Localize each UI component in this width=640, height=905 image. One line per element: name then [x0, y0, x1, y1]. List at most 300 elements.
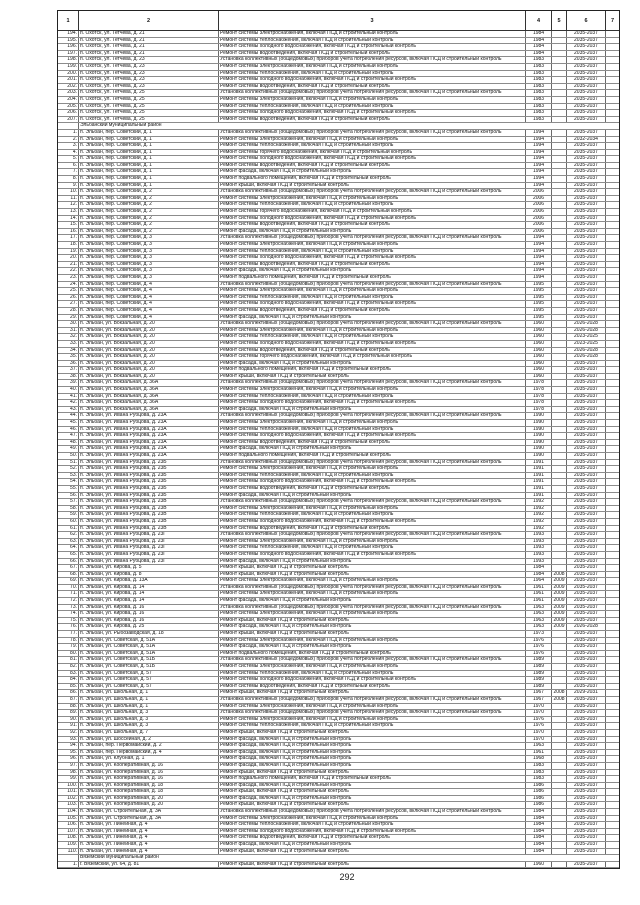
cell-build-year: 1967 [526, 690, 552, 696]
cell-planned-period: 2035-2037 [567, 605, 606, 611]
cell-last-repair-year [552, 268, 567, 274]
cell-number: 89. [58, 710, 79, 716]
cell-build-year: 1963 [526, 743, 552, 749]
cell-planned-period: 2035-2037 [567, 262, 606, 268]
cell-address: п. Эльбан, ул. Кирова, д. 16 [79, 611, 219, 617]
table-row [58, 97, 619, 104]
table-row [58, 189, 619, 196]
cell-work-type: Ремонт системы холодного водоснабжения, включая ПСД и строительный контроль [219, 44, 526, 50]
cell-build-year: 1976 [526, 651, 552, 657]
cell-address: п. Эльбан, ул. Школьная, д. 1 [79, 697, 219, 703]
cell-number: 51. [58, 460, 79, 466]
cell-number: 105. [58, 816, 79, 822]
cell-build-year: 2006 [526, 196, 552, 202]
table-row [58, 756, 619, 763]
cell-build-year: 1989 [526, 657, 552, 663]
cell-build-year: 1989 [526, 664, 552, 670]
cell-number: 101. [58, 789, 79, 795]
cell-build-year: 1983 [526, 90, 552, 96]
cell-planned-period: 2026-2028 [567, 348, 606, 354]
cell-planned-period: 2035-2037 [567, 512, 606, 518]
cell-last-repair-year [552, 308, 567, 314]
cell-number: 32. [58, 334, 79, 340]
cell-number: 197. [58, 51, 79, 57]
cell-build-year: 1978 [526, 380, 552, 386]
cell-address: п. Эльбан, ул. Ивана Рубцова, д. 23Б [79, 486, 219, 492]
cell-build-year: 2006 [526, 209, 552, 215]
cell-work-type: Установка коллективных (общедомовых) приборов учета потребления ресурсов, включая ПСД и строительный контроль [219, 90, 526, 96]
cell-build-year: 1994 [526, 242, 552, 248]
cell-note [606, 130, 619, 136]
cell-last-repair-year [552, 750, 567, 756]
cell-address: п. Эльбан, ул. Ивана Рубцова, д. 23Б [79, 493, 219, 499]
cell-address: п. Эльбан, ул. Ивана Рубцова, д. 23А [79, 433, 219, 439]
table-row [58, 209, 619, 216]
cell-address: п. Эльбан, ул. Кирова, д. 16 [79, 618, 219, 624]
cell-note [606, 202, 619, 208]
cell-note [606, 446, 619, 452]
cell-address: п. Эльбан, ул. Строительная, д. 3А [79, 809, 219, 815]
cell-work-type: Ремонт системы теплоснабжения, включая ПСД и строительный контроль [219, 202, 526, 208]
cell-planned-period: 2035-2037 [567, 308, 606, 314]
cell-work-type: Ремонт крыши, включая ПСД и строительный контроль [219, 631, 526, 637]
cell-planned-period: 2026-2028 [567, 354, 606, 360]
cell-last-repair-year [552, 64, 567, 70]
cell-planned-period: 2035-2037 [567, 723, 606, 729]
header-col-build-year: 4 [526, 11, 552, 30]
cell-address: п. Охотск, ул. Тетчева, д. 23 [79, 64, 219, 70]
cell-build-year: 1984 [526, 816, 552, 822]
cell-build-year: 1964 [526, 578, 552, 584]
cell-last-repair-year [552, 348, 567, 354]
cell-last-repair-year [552, 84, 567, 90]
cell-note [606, 38, 619, 44]
cell-work-type: Ремонт системы электроснабжения, включая ПСД и строительный контроль [219, 638, 526, 644]
cell-number: 27. [58, 301, 79, 307]
cell-planned-period: 2035-2037 [567, 829, 606, 835]
cell-note [606, 512, 619, 518]
table-row [58, 51, 619, 58]
table-row [58, 156, 619, 163]
cell-last-repair-year [552, 512, 567, 518]
cell-number: 81. [58, 657, 79, 663]
cell-planned-period: 2035-2037 [567, 717, 606, 723]
cell-planned-period: 2035-2037 [567, 486, 606, 492]
cell-work-type: Ремонт фасада, включая ПСД и строительный контроль [219, 783, 526, 789]
cell-work-type: Установка коллективных (общедомовых) приборов учета потребления ресурсов, включая ПСД и строительный контроль [219, 657, 526, 663]
cell-last-repair-year [552, 433, 567, 439]
cell-address: п. Эльбан, ул. Школьная, д. 7 [79, 730, 219, 736]
cell-work-type: Ремонт системы электроснабжения, включая ПСД и строительный контроль [219, 466, 526, 472]
cell-last-repair-year: 2009 [552, 605, 567, 611]
cell-address: п. Эльбан, пер. Советский, д. 1 [79, 143, 219, 149]
cell-build-year: 1984 [526, 829, 552, 835]
cell-build-year: 1994 [526, 137, 552, 143]
cell-build-year: 2006 [526, 216, 552, 222]
table-row [58, 275, 619, 282]
cell-address: п. Охотск, ул. Тетчева, д. 21 [79, 31, 219, 37]
cell-address: п. Эльбан, ул. Строительная, д. 3А [79, 816, 219, 822]
table-row [58, 512, 619, 519]
cell-planned-period: 2035-2037 [567, 413, 606, 419]
cell-address: п. Эльбан, ул. Вокзальная, д. 20 [79, 361, 219, 367]
header-col-number: 1 [58, 11, 79, 30]
cell-work-type: Ремонт фасада, включая ПСД и строительный контроль [219, 446, 526, 452]
cell-address: п. Эльбан, ул. Кооперативная, д. 20 [79, 802, 219, 808]
cell-note [606, 242, 619, 248]
table-row [58, 618, 619, 625]
cell-number: 66. [58, 559, 79, 565]
cell-last-repair-year [552, 539, 567, 545]
cell-address: п. Эльбан, пер. Советский, д. 3 [79, 242, 219, 248]
cell-last-repair-year [552, 321, 567, 327]
cell-note [606, 44, 619, 50]
cell-number: 91. [58, 723, 79, 729]
cell-number: 104. [58, 809, 79, 815]
cell-build-year: 1963 [526, 618, 552, 624]
cell-work-type: Ремонт крыши, включая ПСД и строительный контроль [219, 565, 526, 571]
cell-planned-period: 2035-2037 [567, 618, 606, 624]
cell-address: п. Эльбан, ул. Линейная, д. 4 [79, 829, 219, 835]
table-row [58, 130, 619, 137]
cell-work-type: Ремонт системы холодного водоснабжения, включая ПСД и строительный контроль [219, 156, 526, 162]
cell-address: п. Эльбан, ул. Кирова, д. 14 [79, 585, 219, 591]
table-row [58, 743, 619, 750]
cell-last-repair-year [552, 763, 567, 769]
cell-work-type: Ремонт системы водоотведения, включая ПСД и строительный контроль [219, 262, 526, 268]
cell-number: 97. [58, 763, 79, 769]
cell-last-repair-year [552, 862, 567, 868]
table-row [58, 835, 619, 842]
cell-work-type: Ремонт фасада, включая ПСД и строительный контроль [219, 361, 526, 367]
cell-last-repair-year: 2008 [552, 572, 567, 578]
cell-planned-period: 2035-2037 [567, 143, 606, 149]
table-row [58, 249, 619, 256]
cell-work-type: Установка коллективных (общедомовых) приборов учета потребления ресурсов, включая ПСД и строительный контроль [219, 321, 526, 327]
cell-last-repair-year [552, 189, 567, 195]
cell-planned-period: 2035-2037 [567, 57, 606, 63]
cell-note [606, 321, 619, 327]
cell-planned-period: 2035-2037 [567, 169, 606, 175]
cell-build-year: 1994 [526, 169, 552, 175]
table-row [58, 196, 619, 203]
cell-build-year: 1973 [526, 631, 552, 637]
table-row [58, 532, 619, 539]
cell-work-type: Ремонт фасада, включая ПСД и строительный контроль [219, 743, 526, 749]
cell-note [606, 849, 619, 855]
cell-last-repair-year [552, 565, 567, 571]
table-row [58, 202, 619, 209]
cell-address: п. Эльбан, пер. Советский, д. 3 [79, 255, 219, 261]
cell-build-year: 1983 [526, 71, 552, 77]
cell-address: п. Охотск, ул. Тетчева, д. 23 [79, 71, 219, 77]
cell-work-type: Ремонт подвального помещения, включая ПСД и строительный контроль [219, 651, 526, 657]
cell-number: 206. [58, 110, 79, 116]
cell-work-type: Ремонт системы водоотведения, включая ПСД и строительный контроль [219, 835, 526, 841]
cell-number: 55. [58, 486, 79, 492]
cell-work-type: Ремонт системы холодного водоснабжения, включая ПСД и строительный контроль [219, 341, 526, 347]
cell-last-repair-year [552, 143, 567, 149]
cell-last-repair-year [552, 446, 567, 452]
cell-planned-period: 2035-2037 [567, 552, 606, 558]
cell-number: 96. [58, 756, 79, 762]
cell-work-type: Ремонт системы теплоснабжения, включая ПСД и строительный контроль [219, 427, 526, 433]
table-row [58, 657, 619, 664]
cell-work-type: Ремонт крыши, включая ПСД и строительный контроль [219, 802, 526, 808]
cell-build-year: 2006 [526, 202, 552, 208]
cell-number: 207. [58, 117, 79, 123]
cell-note [606, 341, 619, 347]
cell-note [606, 552, 619, 558]
cell-last-repair-year [552, 275, 567, 281]
cell-last-repair-year [552, 183, 567, 189]
cell-note [606, 427, 619, 433]
cell-last-repair-year [552, 413, 567, 419]
cell-planned-period: 2035-2037 [567, 822, 606, 828]
cell-last-repair-year [552, 559, 567, 565]
cell-last-repair-year: 2009 [552, 618, 567, 624]
cell-number: 26. [58, 295, 79, 301]
table-row [58, 288, 619, 295]
cell-number: 31. [58, 328, 79, 334]
table-row [58, 684, 619, 691]
table-row [58, 222, 619, 229]
cell-note [606, 229, 619, 235]
cell-address: п. Эльбан, ул. Кооперативная, д. 20 [79, 796, 219, 802]
cell-planned-period: 2035-2037 [567, 249, 606, 255]
cell-number: 100. [58, 783, 79, 789]
cell-note [606, 163, 619, 169]
header-col-address: 2 [79, 11, 219, 30]
cell-note [606, 57, 619, 63]
cell-note [606, 862, 619, 868]
table-row [58, 591, 619, 598]
cell-work-type: Ремонт системы холодного водоснабжения, включая ПСД и строительный контроль [219, 216, 526, 222]
cell-address: п. Эльбан, ул. Кооперативная, д. 16 [79, 763, 219, 769]
table-row [58, 723, 619, 730]
cell-last-repair-year [552, 117, 567, 123]
cell-last-repair-year [552, 255, 567, 261]
cell-number: 109. [58, 842, 79, 848]
table-row [58, 38, 619, 45]
cell-last-repair-year [552, 671, 567, 677]
cell-last-repair-year [552, 90, 567, 96]
cell-last-repair-year [552, 552, 567, 558]
cell-build-year: 1990 [526, 413, 552, 419]
table-row [58, 671, 619, 678]
cell-number: 85. [58, 684, 79, 690]
cell-work-type: Ремонт фасада, включая ПСД и строительный контроль [219, 407, 526, 413]
cell-build-year: 1992 [526, 512, 552, 518]
cell-last-repair-year [552, 479, 567, 485]
cell-work-type: Ремонт системы водоотведения, включая ПСД и строительный контроль [219, 348, 526, 354]
cell-planned-period: 2035-2037 [567, 802, 606, 808]
cell-address: п. Эльбан, пер. Советский, д. 4 [79, 288, 219, 294]
cell-planned-period: 2029-2031 [567, 690, 606, 696]
cell-address: п. Эльбан, пер. Первомайский, д. 4 [79, 750, 219, 756]
cell-note [606, 315, 619, 321]
table-row [58, 295, 619, 302]
cell-build-year: 1984 [526, 809, 552, 815]
cell-last-repair-year [552, 545, 567, 551]
cell-number: 58. [58, 506, 79, 512]
cell-work-type: Установка коллективных (общедомовых) приборов учета потребления ресурсов, включая ПСД и строительный контроль [219, 460, 526, 466]
cell-number: 40. [58, 387, 79, 393]
cell-work-type: Ремонт системы электроснабжения, включая ПСД и строительный контроль [219, 64, 526, 70]
cell-work-type: Ремонт системы водоотведения, включая ПСД и строительный контроль [219, 117, 526, 123]
cell-build-year: 1968 [526, 756, 552, 762]
cell-note [606, 816, 619, 822]
cell-work-type: Ремонт системы теплоснабжения, включая ПСД и строительный контроль [219, 249, 526, 255]
page-number: 292 [339, 872, 355, 882]
cell-work-type: Ремонт крыши, включая ПСД и строительный контроль [219, 862, 526, 868]
cell-last-repair-year [552, 756, 567, 762]
cell-note [606, 110, 619, 116]
cell-last-repair-year [552, 816, 567, 822]
cell-address: п. Эльбан, пер. Советский, д. 4 [79, 301, 219, 307]
table-row [58, 605, 619, 612]
cell-work-type: Ремонт системы теплоснабжения, включая ПСД и строительный контроль [219, 143, 526, 149]
cell-address: п. Эльбан, ул. Советская, д. 51А [79, 651, 219, 657]
cell-work-type: Ремонт системы холодного водоснабжения, включая ПСД и строительный контроль [219, 301, 526, 307]
table-row [58, 770, 619, 777]
table-row [58, 137, 619, 144]
cell-planned-period: 2035-2037 [567, 380, 606, 386]
cell-work-type: Ремонт системы водоотведения, включая ПСД и строительный контроль [219, 308, 526, 314]
table-row [58, 539, 619, 546]
cell-planned-period: 2035-2037 [567, 756, 606, 762]
table-row [58, 328, 619, 335]
cell-note [606, 295, 619, 301]
cell-build-year: 1983 [526, 770, 552, 776]
cell-note [606, 328, 619, 334]
cell-number: 36. [58, 361, 79, 367]
cell-address: п. Эльбан, ул. Кирова, д. 5 [79, 565, 219, 571]
cell-last-repair-year [552, 367, 567, 373]
cell-address: п. Эльбан, ул. Кирова, д. 8 [79, 572, 219, 578]
cell-work-type: Ремонт системы электроснабжения, включая ПСД и строительный контроль [219, 328, 526, 334]
cell-last-repair-year [552, 44, 567, 50]
cell-address: п. Эльбан, ул. Линейная, д. 4 [79, 835, 219, 841]
cell-work-type: Ремонт системы электроснабжения, включая ПСД и строительный контроль [219, 578, 526, 584]
table-row [58, 763, 619, 770]
cell-work-type: Ремонт системы водоотведения, включая ПСД и строительный контроль [219, 526, 526, 532]
cell-work-type: Ремонт системы холодного водоснабжения, включая ПСД и строительный контроль [219, 400, 526, 406]
cell-planned-period: 2035-2037 [567, 664, 606, 670]
table-row [58, 31, 619, 38]
cell-build-year: 1978 [526, 387, 552, 393]
cell-address: п. Эльбан, пер. Советский, д. 1 [79, 183, 219, 189]
cell-planned-period: 2035-2037 [567, 453, 606, 459]
cell-planned-period: 2035-2037 [567, 493, 606, 499]
cell-planned-period: 2035-2037 [567, 400, 606, 406]
cell-last-repair-year [552, 249, 567, 255]
cell-build-year: 1960 [526, 354, 552, 360]
table-row [58, 644, 619, 651]
cell-note [606, 809, 619, 815]
cell-number: 57. [58, 499, 79, 505]
cell-last-repair-year [552, 130, 567, 136]
header-col-note: 7 [610, 17, 615, 24]
cell-work-type: Ремонт подвального помещения, включая ПСД и строительный контроль [219, 776, 526, 782]
table-row [58, 862, 619, 869]
cell-build-year: 1983 [526, 64, 552, 70]
cell-last-repair-year [552, 315, 567, 321]
cell-work-type: Ремонт фасада, включая ПСД и строительный контроль [219, 756, 526, 762]
table-row [58, 585, 619, 592]
cell-last-repair-year [552, 796, 567, 802]
cell-note [606, 275, 619, 281]
cell-last-repair-year [552, 262, 567, 268]
cell-planned-period: 2026-2028 [567, 321, 606, 327]
cell-build-year: 1961 [526, 750, 552, 756]
cell-build-year: 1994 [526, 183, 552, 189]
cell-work-type: Установка коллективных (общедомовых) приборов учета потребления ресурсов, включая ПСД и строительный контроль [219, 809, 526, 815]
cell-last-repair-year [552, 380, 567, 386]
cell-planned-period: 2035-2037 [567, 783, 606, 789]
cell-last-repair-year [552, 57, 567, 63]
cell-number: 62. [58, 532, 79, 538]
capital-repair-table [57, 10, 620, 869]
cell-number: 28. [58, 308, 79, 314]
cell-note [606, 598, 619, 604]
cell-note [606, 407, 619, 413]
cell-planned-period: 2035-2037 [567, 104, 606, 110]
cell-address: п. Эльбан, ул. Ивана Рубцова, д. 23В [79, 519, 219, 525]
cell-build-year: 1978 [526, 407, 552, 413]
cell-last-repair-year [552, 288, 567, 294]
cell-last-repair-year [552, 38, 567, 44]
cell-note [606, 822, 619, 828]
cell-planned-period: 2035-2037 [567, 730, 606, 736]
cell-address: п. Эльбан, пер. Советский, д. 1 [79, 150, 219, 156]
cell-note [606, 690, 619, 696]
cell-planned-period: 2035-2037 [567, 275, 606, 281]
cell-note [606, 539, 619, 545]
cell-address: п. Охотск, ул. Тетчева, д. 21 [79, 44, 219, 50]
table-row [58, 460, 619, 467]
cell-address: п. Эльбан, пер. Советский, д. 2 [79, 196, 219, 202]
cell-build-year: 1976 [526, 638, 552, 644]
cell-last-repair-year [552, 71, 567, 77]
cell-planned-period: 2026-2028 [567, 328, 606, 334]
cell-last-repair-year [552, 493, 567, 499]
cell-address: п. Эльбан, ул. Ивана Рубцова, д. 23Б [79, 473, 219, 479]
cell-work-type: Ремонт системы холодного водоснабжения, включая ПСД и строительный контроль [219, 829, 526, 835]
cell-address: г. Вяземский, ул. 64, д. 81 [79, 862, 219, 868]
cell-last-repair-year [552, 657, 567, 663]
cell-address: п. Эльбан, ул. Советская, д. 51Б [79, 664, 219, 670]
cell-planned-period: 2035-2037 [567, 585, 606, 591]
cell-address: п. Эльбан, ул. Ивана Рубцова, д. 23В [79, 512, 219, 518]
cell-build-year: 1970 [526, 737, 552, 743]
cell-build-year: 1983 [526, 104, 552, 110]
table-row [58, 84, 619, 91]
table-row [58, 117, 619, 124]
cell-build-year: 1984 [526, 842, 552, 848]
table-row [58, 598, 619, 605]
cell-number: 204. [58, 97, 79, 103]
cell-number: 110. [58, 849, 79, 855]
cell-address: п. Эльбан, пер. Советский, д. 2 [79, 222, 219, 228]
cell-planned-period: 2035-2037 [567, 519, 606, 525]
cell-build-year: 1993 [526, 552, 552, 558]
cell-address: п. Эльбан, ул. Линейная, д. 4 [79, 822, 219, 828]
table-row [58, 143, 619, 150]
cell-last-repair-year [552, 150, 567, 156]
cell-work-type: Ремонт крыши, включая ПСД и строительный контроль [219, 618, 526, 624]
table-row [58, 433, 619, 440]
